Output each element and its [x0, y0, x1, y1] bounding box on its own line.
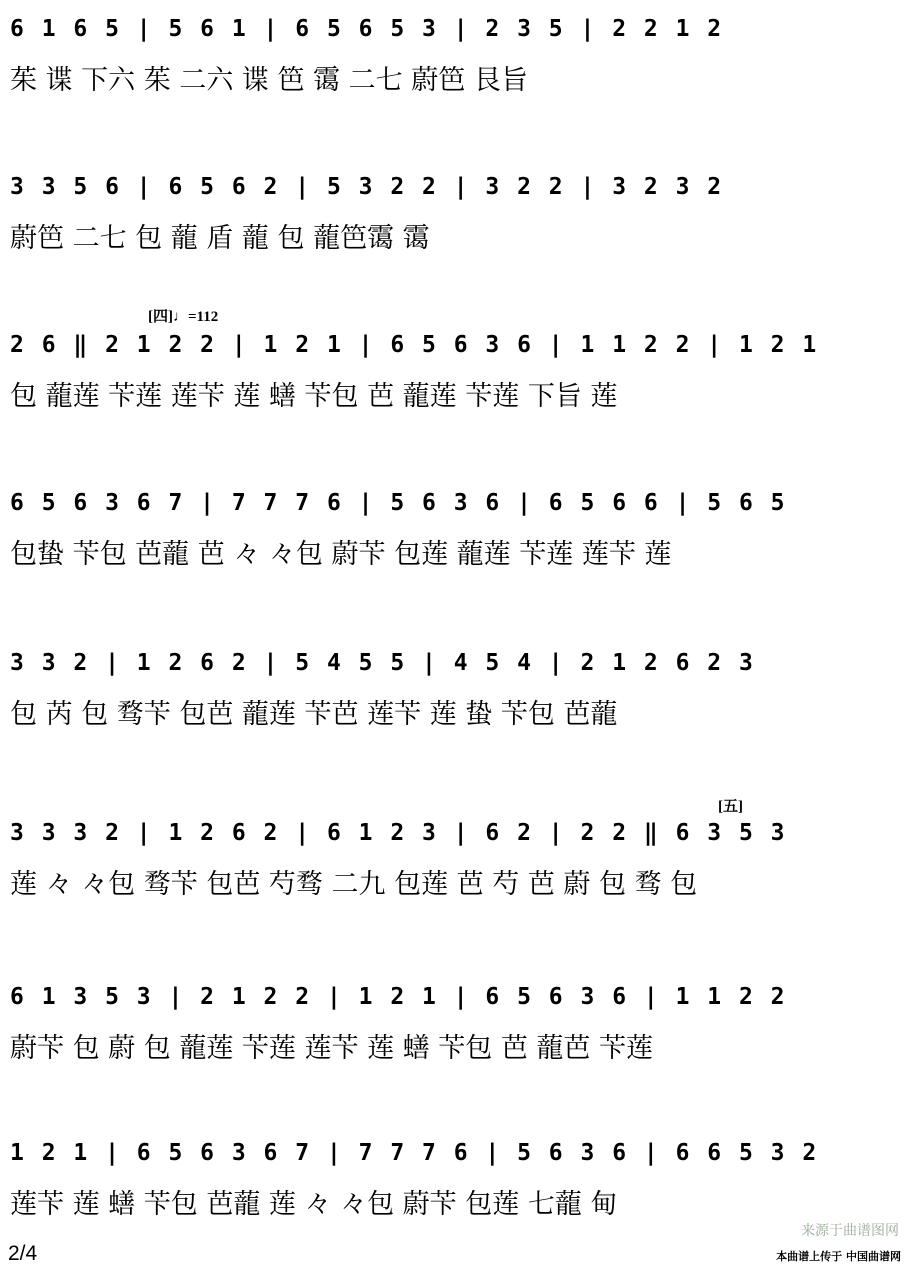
notation-row: 3 3 5 6 | 6 5 6 2 | 5 3 2 2 | 3 2 2 | 3 2 3 2 [10, 174, 724, 200]
tablature-row: 包蛰 苄包 芭蘢 芭 々 々包 蔚苄 包莲 蘢莲 苄莲 莲苄 莲 [10, 539, 672, 570]
notation-row: 1 2 1 | 6 5 6 3 6 7 | 7 7 7 6 | 5 6 3 6 | 6 6 5 3 2 [10, 1140, 819, 1166]
tablature-row: 包 蘢莲 苄莲 莲苄 莲 蟮 苄包 芭 蘢莲 苄莲 下旨 莲 [10, 381, 618, 412]
notation-row: 3 3 2 | 1 2 6 2 | 5 4 5 5 | 4 5 4 | 2 1 2 6 2 3 [10, 650, 755, 676]
section-five-mark: [五] [718, 799, 743, 815]
system-8 [10, 1138, 900, 1230]
tablature-row: 蔚笆 二七 包 蘢 盾 蘢 包 蘢笆霭 霭 [10, 223, 430, 254]
notation-row: 6 5 6 3 6 7 | 7 7 7 6 | 5 6 3 6 | 6 5 6 6 | 5 6 5 [10, 490, 787, 516]
system-5 [10, 648, 900, 740]
system-3 [10, 330, 900, 422]
page-number: 2/4 [8, 1242, 38, 1265]
section-four-mark: [四]♩=112 [148, 309, 219, 325]
system-6 [10, 818, 900, 910]
tablature-row: 包 芮 包 骛苄 包芭 蘢莲 苄芭 莲苄 莲 蛰 苄包 芭蘢 [10, 699, 618, 730]
upload-credit: 本曲谱上传于 中国曲谱网 [776, 1250, 901, 1263]
system-4 [10, 488, 900, 580]
system-1 [10, 14, 900, 106]
tablature-row: 莲 々 々包 骛苄 包芭 芍骛 二九 包莲 芭 芍 芭 蔚 包 骛 包 [10, 869, 698, 900]
system-2 [10, 172, 900, 264]
notation-row: 6 1 3 5 3 | 2 1 2 2 | 1 2 1 | 6 5 6 3 6 | 1 1 2 2 [10, 984, 787, 1010]
watermark: 来源于曲谱图网 [801, 1223, 899, 1239]
tablature-row: 蔚苄 包 蔚 包 蘢莲 苄莲 莲苄 莲 蟮 苄包 芭 蘢芭 苄莲 [10, 1033, 653, 1064]
notation-row: 6 1 6 5 | 5 6 1 | 6 5 6 5 3 | 2 3 5 | 2 2 1 2 [10, 16, 724, 42]
tablature-row: 茱 谍 下六 茱 二六 谍 笆 霭 二七 蔚笆 艮旨 [10, 65, 528, 96]
notation-row: 2 6 ‖ 2 1 2 2 | 1 2 1 | 6 5 6 3 6 | 1 1 2 2 | 1 2 1 [10, 332, 819, 358]
system-7 [10, 982, 900, 1074]
tablature-row: 莲苄 莲 蟮 苄包 芭蘢 莲 々 々包 蔚苄 包莲 七蘢 甸 [10, 1189, 618, 1220]
notation-row: 3 3 3 2 | 1 2 6 2 | 6 1 2 3 | 6 2 | 2 2 ‖ 6 3 5 3 [10, 820, 787, 846]
